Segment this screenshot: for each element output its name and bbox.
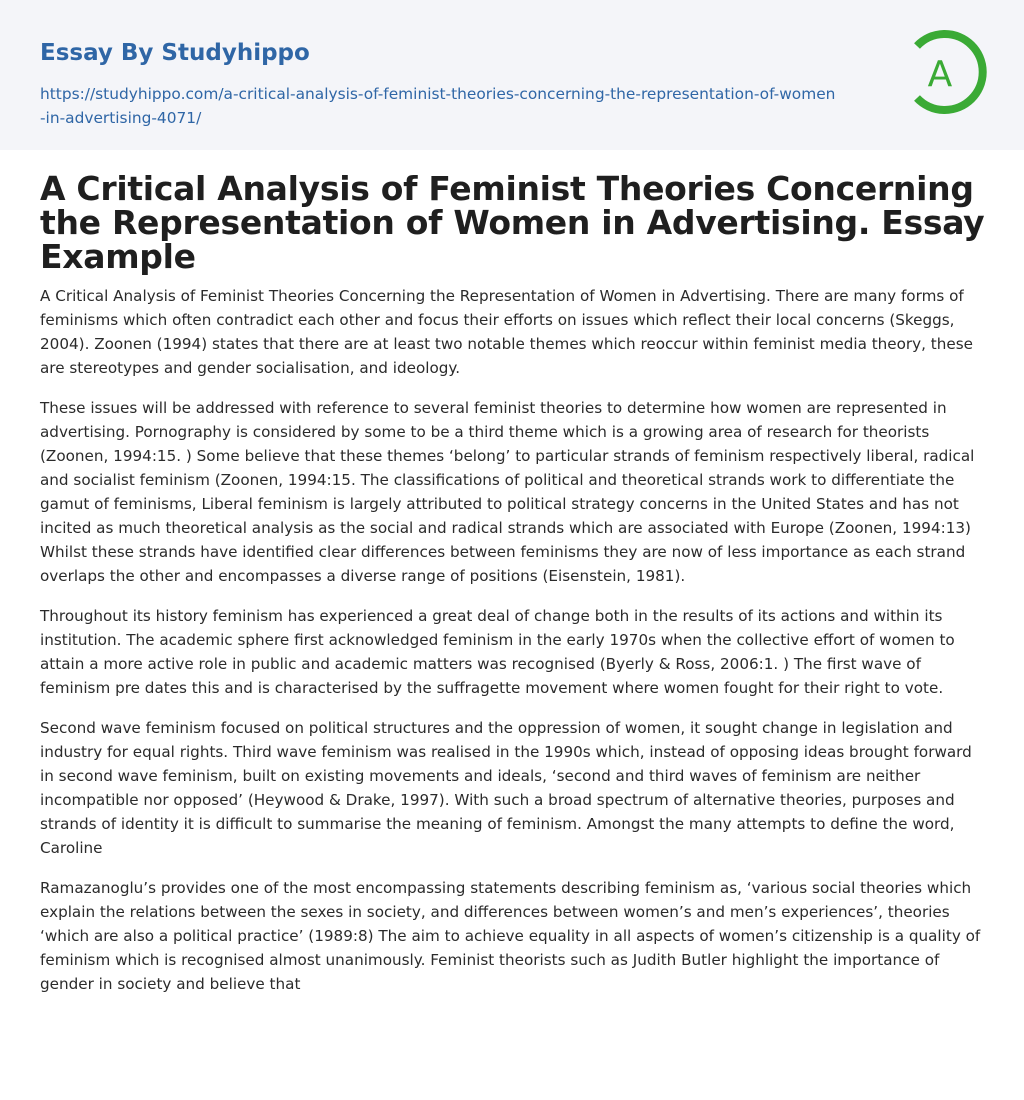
studyhippo-logo-icon[interactable] (910, 28, 988, 116)
article-paragraph: Second wave feminism focused on political structures and the oppression of women, it sought change in legislation and industry for equal rights. Third wave feminism was realised in the 1990s which, instead of opposing ideas brought forward in second wave feminism, built on existing movements and ideals, ‘second and third waves of feminism are neither incompatible nor opposed’ (Heywood & Drake, 1997). With such a broad spectrum of alternative theories, purposes and strands of identity it is difficult to summarise the meaning of feminism. Amongst the many attempts to define the word, Caroline (40, 719, 972, 857)
article-title: A Critical Analysis of Feminist Theories Concerning the Representation of Women in Advertising. Essay Example (40, 169, 985, 276)
article-paragraph: Throughout its history feminism has experienced a great deal of change both in the results of its actions and within its institution. The academic sphere first acknowledged feminism in the early 1970s when the collective effort of women to attain a more active role in public and academic matters was recognised (Byerly & Ross, 2006:1. ) The first wave of feminism pre dates this and is characterised by the suffragette movement where women fought for their right to vote. (40, 607, 955, 697)
article-paragraph: Ramazanoglu’s provides one of the most encompassing statements describing feminism as, ‘various social theories which explain the relations between the sexes in society, and differences between women’s and men’s experiences’, theories ‘which are also a political practice’ (1989:8) The aim to achieve equality in all aspects of women’s citizenship is a quality of feminism which is recognised almost unanimously. Feminist theorists such as Judith Butler highlight the importance of gender in society and believe that (40, 879, 981, 993)
article-body (40, 284, 984, 1012)
article-paragraph: These issues will be addressed with reference to several feminist theories to determine how women are represented in advertising. Pornography is considered by some to be a third theme which is a growing area of research for theorists (Zoonen, 1994:15. ) Some believe that these themes ‘belong’ to particular strands of feminism respectively liberal, radical and socialist feminism (Zoonen, 1994:15. The classifications of political and theoretical strands work to differentiate the gamut of feminisms, Liberal feminism is largely attributed to political strategy concerns in the United States and has not incited as much theoretical analysis as the social and radical strands which are associated with Europe (Zoonen, 1994:13) Whilst these strands have identified clear differences between feminisms they are now of less importance as each strand overlaps the other and encompasses a diverse range of positions (Eisenstein, 1981). (40, 399, 975, 585)
logo-letter: A (927, 54, 953, 95)
article-paragraph: A Critical Analysis of Feminist Theories Concerning the Representation of Women in Advertising. There are many forms of feminisms which often contradict each other and focus their efforts on issues which reflect their local concerns (Skeggs, 2004). Zoonen (1994) states that there are at least two notable themes which reoccur within feminist media theory, these are stereotypes and gender socialisation, and ideology. (40, 287, 973, 377)
site-header (0, 0, 1024, 150)
site-brand-link[interactable]: Essay By Studyhippo (40, 40, 310, 66)
page-url-link[interactable]: https://studyhippo.com/a-critical-analysis-of-feminist-theories-concerning-the-representation-of-women-in-advertising-4071/ (40, 85, 836, 127)
